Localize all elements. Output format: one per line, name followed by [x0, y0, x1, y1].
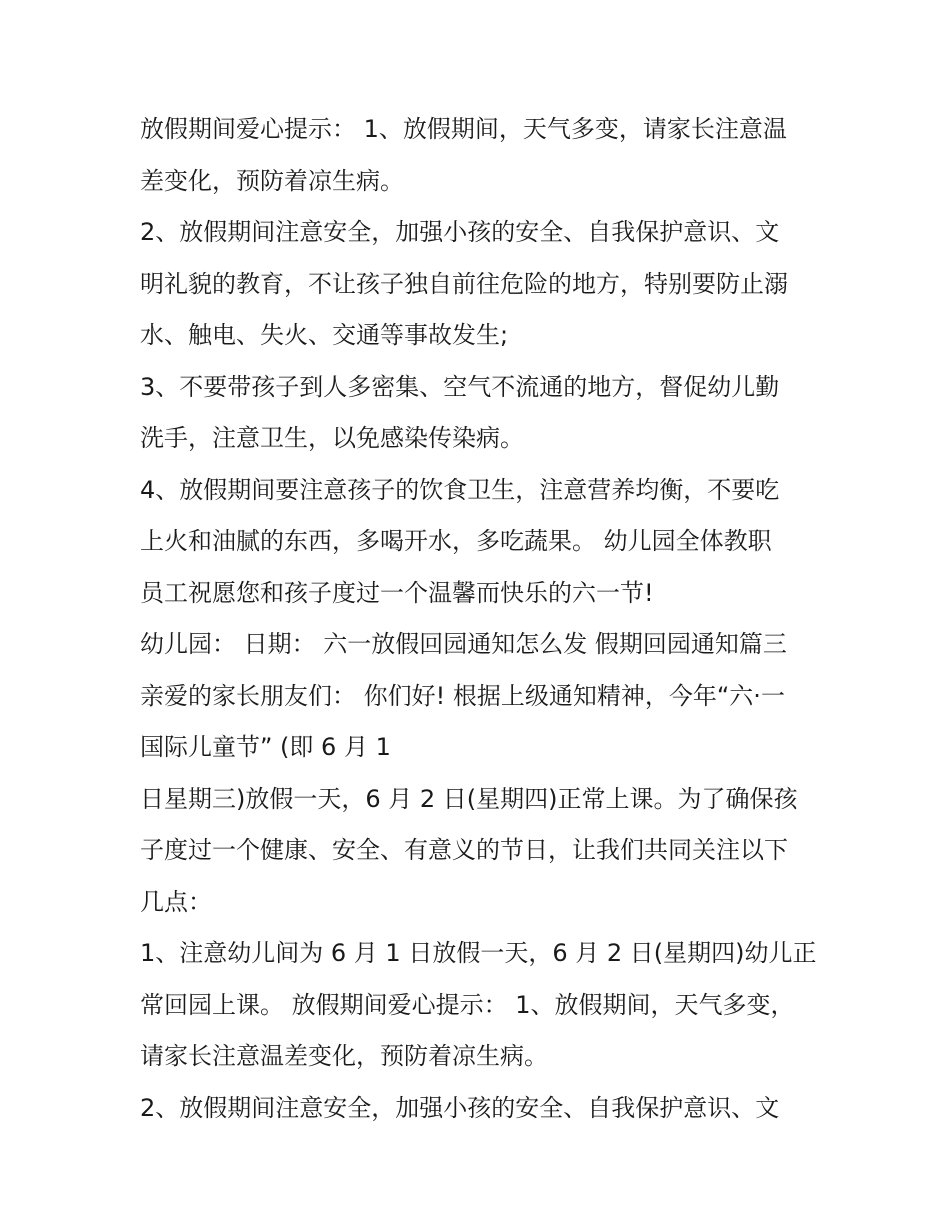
text-line: 亲爱的家长朋友们： 你们好! 根据上级通知精神，今年“六·一 [140, 681, 785, 710]
text-line: 员工祝愿您和孩子度过一个温馨而快乐的六一节! [140, 578, 654, 607]
text-line: 水、触电、失火、交通等事故发生; [140, 321, 509, 349]
text-line: 2、放假期间注意安全，加强小孩的安全、自我保护意识、文 [140, 218, 780, 246]
text-line: 几点： [140, 887, 212, 916]
text-line: 国际儿童节” (即 6 月 1 [140, 733, 391, 761]
text-line: 洗手，注意卫生，以免感染传染病。 [140, 424, 524, 452]
text-line: 差变化，预防着凉生病。 [140, 166, 404, 195]
document-body [140, 104, 820, 1134]
text-line: 幼儿园： 日期： 六一放假回园通知怎么发 假期回园通知篇三 [140, 630, 787, 658]
text-line: 日星期三)放假一天，6 月 2 日(星期四)正常上课。为了确保孩 [140, 784, 798, 813]
text-line: 放假期间爱心提示： 1、放假期间，天气多变，请家长注意温 [140, 115, 787, 143]
text-line: 1、注意幼儿间为 6 月 1 日放假一天，6 月 2 日(星期四)幼儿正 [140, 939, 817, 967]
text-line: 常回园上课。 放假期间爱心提示： 1、放假期间，天气多变， [140, 990, 795, 1019]
text-line: 4、放假期间要注意孩子的饮食卫生，注意营养均衡，不要吃 [140, 475, 780, 504]
text-line: 子度过一个健康、安全、有意义的节日，让我们共同关注以下 [140, 836, 788, 864]
text-line: 请家长注意温差变化，预防着凉生病。 [140, 1042, 548, 1070]
text-line: 上火和油腻的东西，多喝开水，多吃蔬果。 幼儿园全体教职 [140, 527, 772, 555]
text-line: 2、放假期间注意安全，加强小孩的安全、自我保护意识、文 [140, 1093, 780, 1122]
text-line: 3、不要带孩子到人多密集、空气不流通的地方，督促幼儿勤 [140, 372, 780, 401]
text-line: 明礼貌的教育，不让孩子独自前往危险的地方，特别要防止溺 [140, 269, 788, 298]
